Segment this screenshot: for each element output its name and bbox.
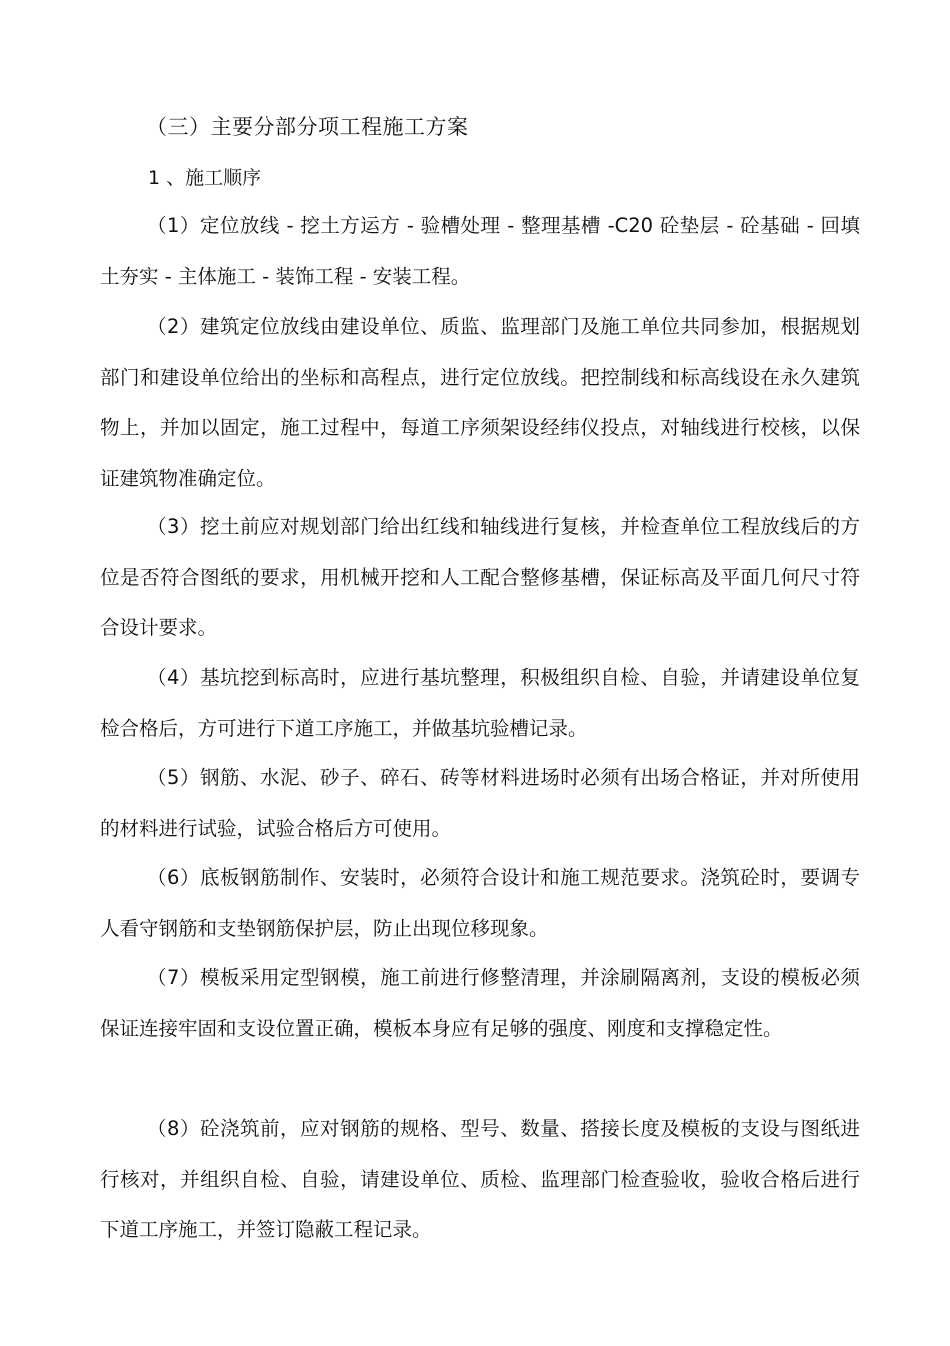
- subsection-heading: 1 、施工顺序: [148, 167, 262, 189]
- paragraph-2: （2）建筑定位放线由建设单位、质监、监理部门及施工单位共同参加，根据规划部门和建设单位给出的坐标和高程点，进行定位放线。把控制线和标高线设在永久建筑物上，并加以固定，施工过程中，每道工序须架设经纬仪投点，对轴线进行校核，以保证建筑物准确定位。: [100, 315, 860, 490]
- section-heading: （三）主要分部分项工程施工方案: [146, 115, 469, 139]
- paragraph-6: （6）底板钢筋制作、安装时，必须符合设计和施工规范要求。浇筑砼时，要调专人看守钢筋和支垫钢筋保护层，防止出现位移现象。: [100, 866, 860, 940]
- paragraph-4: （4）基坑挖到标高时，应进行基坑整理，积极组织自检、自验，并请建设单位复检合格后，方可进行下道工序施工，并做基坑验槽记录。: [100, 666, 860, 740]
- paragraph-1: （1）定位放线 - 挖土方运方 - 验槽处理 - 整理基槽 -C20 砼垫层 - 砼基础 - 回填土夯实 - 主体施工 - 装饰工程 - 安装工程。: [100, 214, 860, 288]
- paragraph-3: （3）挖土前应对规划部门给出红线和轴线进行复核，并检查单位工程放线后的方位是否符合图纸的要求，用机械开挖和人工配合整修基槽，保证标高及平面几何尺寸符合设计要求。: [100, 515, 860, 639]
- paragraph-7: （7）模板采用定型钢模，施工前进行修整清理，并涂刷隔离剂，支设的模板必须保证连接牢固和支设位置正确，模板本身应有足够的强度、刚度和支撑稳定性。: [100, 966, 860, 1040]
- paragraph-8: （8）砼浇筑前，应对钢筋的规格、型号、数量、搭接长度及模板的支设与图纸进行核对，并组织自检、自验，请建设单位、质检、监理部门检查验收，验收合格后进行下道工序施工，并签订隐蔽工程记录。: [100, 1117, 860, 1241]
- paragraph-5: （5）钢筋、水泥、砂子、碎石、砖等材料进场时必须有出场合格证，并对所使用的材料进行试验，试验合格后方可使用。: [100, 766, 860, 840]
